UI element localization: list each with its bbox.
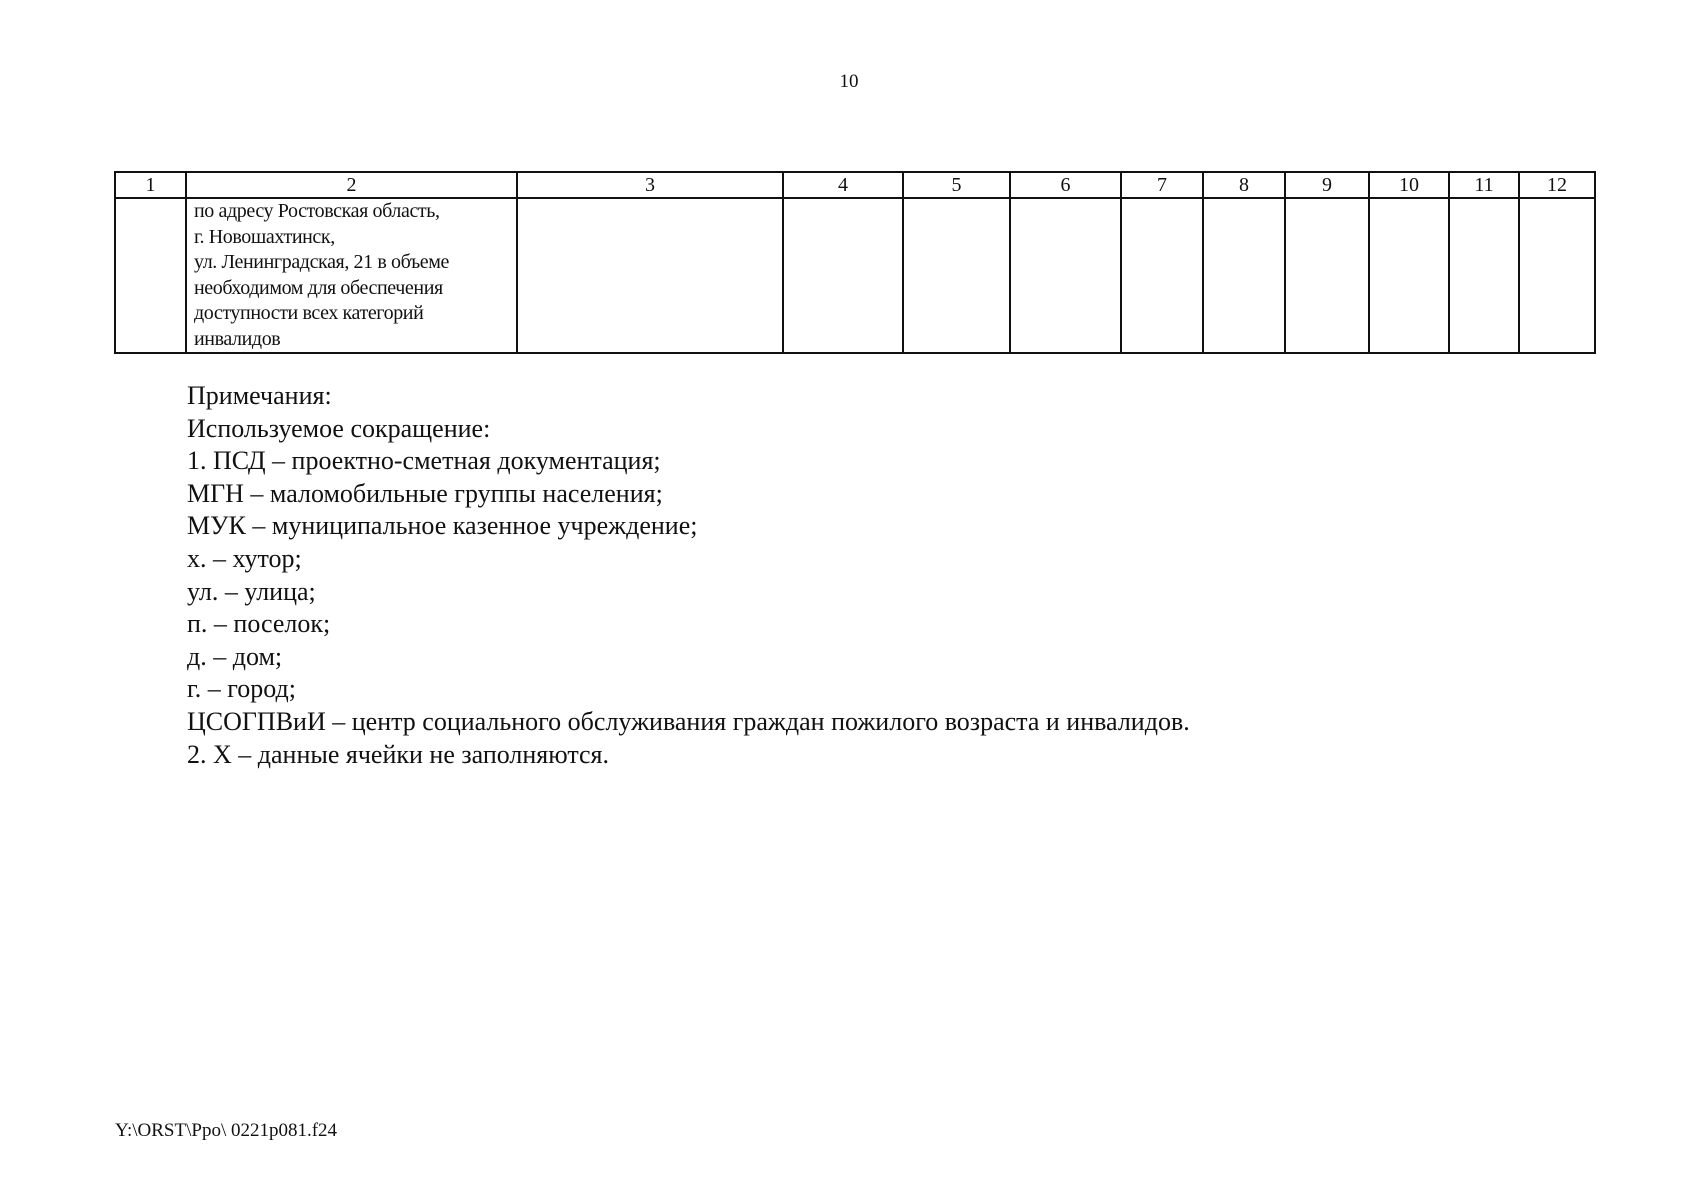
table-cell — [1010, 198, 1121, 353]
column-header: 7 — [1121, 172, 1203, 198]
table-cell — [115, 198, 186, 353]
note-item: МГН – маломобильные группы населения; — [187, 478, 663, 508]
note-item: МУК – муниципальное казенное учреждение; — [187, 511, 698, 541]
table-cell — [903, 198, 1010, 353]
column-header: 12 — [1519, 172, 1595, 198]
table-cell — [1369, 198, 1449, 353]
note-item: ул. – улица; — [187, 576, 316, 606]
column-header: 10 — [1369, 172, 1449, 198]
data-table — [114, 171, 1596, 354]
address-line: доступности всех категорий — [194, 302, 424, 324]
file-path-footer: Y:\ORST\Ppo\ 0221p081.f24 — [115, 1120, 338, 1141]
table-header-row — [115, 172, 1595, 198]
page-number: 10 — [839, 71, 859, 92]
column-header: 5 — [903, 172, 1010, 198]
column-header: 1 — [115, 172, 186, 198]
column-header: 3 — [517, 172, 783, 198]
address-line: по адресу Ростовская область, — [194, 200, 440, 222]
table-cell — [1449, 198, 1519, 353]
address-line: инвалидов — [194, 327, 281, 350]
column-header: 6 — [1010, 172, 1121, 198]
notes-section — [187, 380, 1190, 771]
table-cell — [517, 198, 783, 353]
notes-title: Примечания: — [187, 381, 332, 410]
address-line: необходимом для обеспечения — [194, 276, 443, 299]
table-cell — [1519, 198, 1595, 353]
address-line: г. Новошахтинск, — [194, 225, 335, 248]
column-header: 8 — [1203, 172, 1285, 198]
table-cell — [1203, 198, 1285, 353]
table-cell-address — [186, 198, 517, 353]
address-line: ул. Ленинградская, 21 в объеме — [194, 251, 450, 273]
note-item: д. – дом; — [187, 641, 283, 671]
note-item: х. – хутор; — [187, 543, 302, 573]
note-item: г. – город; — [187, 674, 296, 704]
notes-subtitle: Используемое сокращение: — [187, 413, 491, 443]
note-item: п. – поселок; — [187, 609, 331, 639]
note-item: ЦСОГПВиИ – центр социального обслуживания граждан пожилого возраста и инвалидов. — [187, 706, 1190, 736]
note-item: 1. ПСД – проектно-сметная документация; — [187, 446, 661, 476]
column-header: 11 — [1449, 172, 1519, 198]
table-cell — [783, 198, 903, 353]
note-item: 2. Х – данные ячейки не заполняются. — [187, 739, 610, 769]
table-row — [115, 198, 1595, 353]
column-header: 2 — [186, 172, 517, 198]
column-header: 9 — [1285, 172, 1369, 198]
column-header: 4 — [783, 172, 903, 198]
table-cell — [1121, 198, 1203, 353]
table-cell — [1285, 198, 1369, 353]
